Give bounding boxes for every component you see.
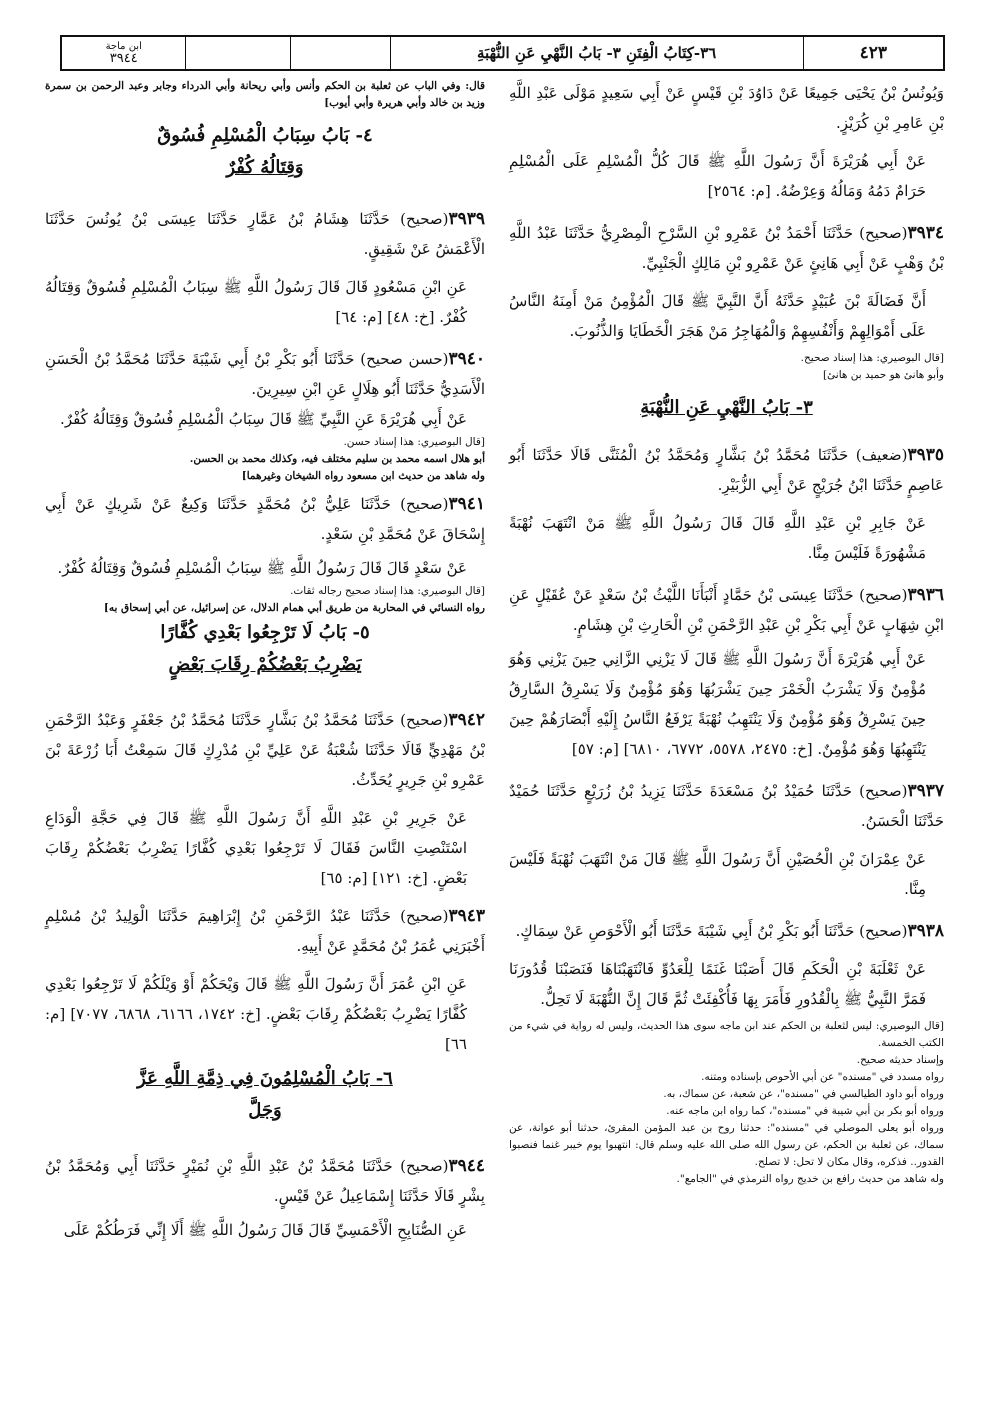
right-column	[509, 78, 944, 1188]
footnote: ورواه أبو داود الطيالسي في "مسنده"، عن شعبة، عن سماك، به.	[663, 1088, 944, 1100]
hadith-isnad: (ضعيف) حَدَّثَنَا مُحَمَّدُ بْنُ بَشَّارٍ وَمُحَمَّدُ بْنُ الْمُثَنَّى قَالَا حَدَّثَنَا أَبُو عَاصِمٍ حَدَّثَنَا ابْنُ جُرَيْجٍ عَنْ أَبِي الزُّبَيْرِ.	[509, 446, 944, 494]
hadith-isnad: (صحيح) حَدَّثَنَا حُمَيْدُ بْنُ مَسْعَدَةَ حَدَّثَنَا يَزِيدُ بْنُ زُرَيْعٍ حَدَّثَنَا حُمَيْدٌ حَدَّثَنَا الْحَسَنُ.	[509, 782, 944, 830]
footnote: ورواه أبو يعلى الموصلي في "مسنده": حدثنا روح بن عبد المؤمن المقرئ، حدثنا أبو عوانة، عن سماك، عن ثعلبة بن الحكم، عن رسول الله صلى الله عليه وسلم قال: انتهبوا يوم خيبر غنما فنصبوا القدور.. فذكره، وقال مكان لا تحل: لا تصلح.	[509, 1122, 944, 1168]
hadith-number: ٣٩٣٤	[907, 223, 944, 243]
hadith-3938	[509, 916, 944, 946]
hadith-3934	[509, 218, 944, 278]
footnote: [قال البوصيري: هذا إسناد صحيح رجاله ثقات.	[290, 585, 485, 597]
page-header	[60, 35, 945, 71]
hadith-number: ٣٩٤٠	[448, 349, 485, 369]
footnote: [قال البوصيري: هذا إسناد صحيح.	[800, 352, 944, 364]
hadith-3939	[45, 204, 485, 264]
hadith-3941	[45, 489, 485, 549]
chapter-heading: ٥- بَابُ لَا تَرْجِعُوا بَعْدِي كُفَّارًا	[160, 622, 370, 643]
header-reference	[62, 37, 186, 69]
hadith-matn: عَنْ ثَعْلَبَةَ بْنِ الْحَكَمِ قَالَ أَصَبْنَا غَنَمًا لِلْعَدُوِّ فَانْتَهَبْنَاهَا فَنَصَبْنَا قُدُورَنَا فَمَرَّ النَّبِيُّ ﷺ بِالْقُدُورِ فَأَمَرَ بِهَا فَأُكْفِئَتْ ثُمَّ قَالَ إِنَّ النُّهْبَةَ لَا تَحِلُّ.	[509, 960, 926, 1008]
hadith-3944	[45, 1151, 485, 1211]
footnote: [قال البوصيري: هذا إسناد حسن.	[343, 436, 485, 448]
hadith-matn: عَنِ ابْنِ عُمَرَ أَنَّ رَسُولَ اللَّهِ ﷺ قَالَ وَيْحَكُمْ أَوْ وَيْلَكُمْ لَا تَرْجِعُوا بَعْدِي كُفَّارًا يَضْرِبُ بَعْضُكُمْ رِقَابَ بَعْضٍ. [خ: ١٧٤٢، ٦١٦٦، ٦٨٦٨، ٧٠٧٧] [م: ٦٦]	[45, 975, 467, 1053]
header-reference-number: ٣٩٤٤	[109, 51, 138, 66]
chapter-heading-continued: وَقِتَالُهُ كُفْرٌ	[226, 157, 304, 178]
header-reference-label: ابن ماجة	[105, 41, 142, 52]
hadith-isnad: (حسن صحيح) حَدَّثَنَا أَبُو بَكْرِ بْنُ أَبِي شَيْبَةَ حَدَّثَنَا مُحَمَّدُ بْنُ الْحَسَنِ الْأَسَدِيُّ حَدَّثَنَا أَبُو هِلَالٍ عَنِ ابْنِ سِيرِينَ.	[45, 350, 485, 398]
hadith-isnad: (صحيح) حَدَّثَنَا عِيسَى بْنُ حَمَّادٍ أَنْبَأَنَا اللَّيْثُ بْنُ سَعْدٍ عَنْ عُقَيْلٍ عَنِ ابْنِ شِهَابٍ عَنْ أَبِي بَكْرِ بْنِ عَبْدِ الرَّحْمَنِ بْنِ الْحَارِثِ بْنِ هِشَامٍ.	[509, 586, 944, 634]
hadith-matn: عَنْ عِمْرَانَ بْنِ الْحُصَيْنِ أَنَّ رَسُولَ اللَّهِ ﷺ قَالَ مَنْ انْتَهَبَ نُهْبَةً فَلَيْسَ مِنَّا.	[509, 850, 926, 898]
chapter-heading: ٣- بَابُ النَّهْيِ عَنِ النُّهْبَةِ	[640, 397, 813, 418]
hadith-3935	[509, 440, 944, 500]
footnote: وله شاهد من حديث ابن مسعود رواه الشيخان وغيرهما]	[241, 470, 485, 482]
footnote: وأبو هانئ هو حميد بن هانئ]	[822, 369, 944, 381]
hadith-number: ٣٩٤٢	[448, 710, 485, 730]
footnote: ورواه أبو بكر بن أبي شيبة في "مسنده"، كما رواه ابن ماجه عنه.	[666, 1105, 944, 1117]
chapter-heading-continued: وَجَلَّ	[248, 1100, 282, 1121]
hadith-matn: عَنِ ابْنِ مَسْعُودٍ قَالَ قَالَ رَسُولُ اللَّهِ ﷺ سِبَابُ الْمُسْلِمِ فُسُوقٌ وَقِتَالُهُ كُفْرٌ. [خ: ٤٨] [م: ٦٤]	[45, 278, 467, 326]
footnote: رواه النسائي في المحاربة من طريق أبي همام الدلال، عن إسرائيل، عن أبي إسحاق به]	[103, 602, 485, 614]
hadith-matn: عَنْ جَابِرِ بْنِ عَبْدِ اللَّهِ قَالَ قَالَ رَسُولُ اللَّهِ ﷺ مَنْ انْتَهَبَ نُهْبَةً مَشْهُورَةً فَلَيْسَ مِنَّا.	[509, 514, 926, 562]
hadith-isnad: (صحيح) حَدَّثَنَا هِشَامُ بْنُ عَمَّارٍ حَدَّثَنَا عِيسَى بْنُ يُونُسَ حَدَّثَنَا الْأَعْمَشُ عَنْ شَقِيقٍ.	[45, 210, 485, 258]
header-empty-cell	[291, 37, 391, 69]
footnote: قال: وفي الباب عن ثعلبة بن الحكم وأنس وأبي ريحانة وأبي الدرداء وجابر وعبد الرحمن بن سمرة وزيد بن خالد وأبي هريرة وأبي أيوب]	[45, 80, 485, 109]
header-chapter-title: ٣٦-كِتَابُ الْفِتَنِ ٣- بَابُ النَّهْيِ عَنِ النُّهْبَةِ	[391, 37, 804, 69]
header-empty-cell	[186, 37, 291, 69]
hadith-number: ٣٩٤٤	[448, 1156, 485, 1176]
left-column	[45, 78, 485, 1245]
hadith-matn: أَنَّ فَضَالَةَ بْنَ عُبَيْدٍ حَدَّثَهُ أَنَّ النَّبِيَّ ﷺ قَالَ الْمُؤْمِنُ مَنْ أَمِنَهُ النَّاسُ عَلَى أَمْوَالِهِمْ وَأَنْفُسِهِمْ وَالْمُهَاجِرُ مَنْ هَجَرَ الْخَطَايَا وَالذُّنُوبَ.	[509, 292, 926, 340]
hadith-isnad: (صحيح) حَدَّثَنَا أَحْمَدُ بْنُ عَمْرِو بْنِ السَّرْحِ الْمِصْرِيُّ حَدَّثَنَا عَبْدُ اللَّهِ بْنُ وَهْبٍ عَنْ أَبِي هَانِئٍ عَنْ عَمْرِو بْنِ مَالِكٍ الْجَنْبِيِّ.	[509, 224, 944, 272]
footnote: رواه مسدد في "مسنده" عن أبي الأحوص بإسناده ومتنه.	[701, 1071, 944, 1083]
hadith-matn: عَنْ سَعْدٍ قَالَ قَالَ رَسُولُ اللَّهِ ﷺ سِبَابُ الْمُسْلِمِ فُسُوقٌ وَقِتَالُهُ كُفْرٌ.	[57, 559, 467, 577]
hadith-3942	[45, 705, 485, 795]
hadith-matn: عَنْ أَبِي هُرَيْرَةَ أَنَّ رَسُولَ اللَّهِ ﷺ قَالَ لَا يَزْنِي الزَّانِي حِينَ يَزْنِي وَهُوَ مُؤْمِنٌ وَلَا يَشْرَبُ الْخَمْرَ حِينَ يَشْرَبُهَا وَهُوَ مُؤْمِنٌ وَلَا يَسْرِقُ السَّارِقُ حِينَ يَسْرِقُ وَهُوَ مُؤْمِنٌ وَلَا يَنْتَهِبُ نُهْبَةً يَرْفَعُ النَّاسُ إِلَيْهِ أَبْصَارَهُمْ حِينَ يَنْتَهِبُهَا وَهُوَ مُؤْمِنٌ. [خ: ٢٤٧٥، ٥٥٧٨، ٦٧٧٢، ٦٨١٠] [م: ٥٧]	[509, 650, 926, 758]
hadith-number: ٣٩٣٥	[907, 445, 944, 465]
hadith-3936	[509, 580, 944, 640]
hadith-3943	[45, 901, 485, 961]
hadith-3940	[45, 344, 485, 404]
hadith-text: عَنْ أَبِي هُرَيْرَةَ أَنَّ رَسُولَ اللَّهِ ﷺ قَالَ كُلُّ الْمُسْلِمِ عَلَى الْمُسْلِمِ حَرَامٌ دَمُهُ وَمَالُهُ وَعِرْضُهُ. [م: ٢٥٦٤]	[509, 152, 926, 200]
hadith-number: ٣٩٣٨	[907, 921, 944, 941]
hadith-isnad: (صحيح) حَدَّثَنَا عَبْدُ الرَّحْمَنِ بْنُ إِبْرَاهِيمَ حَدَّثَنَا الْوَلِيدُ بْنُ مُسْلِمٍ أَخْبَرَنِي عُمَرُ بْنُ مُحَمَّدٍ عَنْ أَبِيهِ.	[45, 907, 485, 955]
hadith-matn: عَنِ الصُّنَابِحِ الْأَحْمَسِيِّ قَالَ قَالَ رَسُولُ اللَّهِ ﷺ أَلَا إِنِّي فَرَطُكُمْ عَلَى	[63, 1221, 467, 1239]
footnote: أبو هلال اسمه محمد بن سليم مختلف فيه، وكذلك محمد بن الحسن.	[189, 453, 485, 465]
hadith-isnad: (صحيح) حَدَّثَنَا أَبُو بَكْرِ بْنُ أَبِي شَيْبَةَ حَدَّثَنَا أَبُو الْأَحْوَصِ عَنْ سِمَاكٍ.	[515, 922, 908, 940]
hadith-matn: عَنْ أَبِي هُرَيْرَةَ عَنِ النَّبِيِّ ﷺ قَالَ سِبَابُ الْمُسْلِمِ فُسُوقٌ وَقِتَالُهُ كُفْرٌ.	[60, 410, 467, 428]
footnote: وإسناد حديثه صحيح.	[856, 1054, 944, 1066]
chapter-heading-continued: يَضْرِبُ بَعْضُكُمْ رِقَابَ بَعْضٍ	[168, 654, 362, 675]
hadith-isnad: (صحيح) حَدَّثَنَا عَلِيُّ بْنُ مُحَمَّدٍ حَدَّثَنَا وَكِيعٌ عَنْ شَرِيكٍ عَنْ أَبِي إِسْحَاقَ عَنْ مُحَمَّدِ بْنِ سَعْدٍ.	[45, 495, 485, 543]
hadith-matn: عَنْ جَرِيرِ بْنِ عَبْدِ اللَّهِ أَنَّ رَسُولَ اللَّهِ ﷺ قَالَ فِي حَجَّةِ الْوَدَاعِ اسْتَنْصِتِ النَّاسَ فَقَالَ لَا تَرْجِعُوا بَعْدِي كُفَّارًا يَضْرِبُ بَعْضُكُمْ رِقَابَ بَعْضٍ. [خ: ١٢١] [م: ٦٥]	[45, 809, 467, 887]
hadith-3937	[509, 776, 944, 836]
hadith-text: وَيُونُسُ بْنُ يَحْيَى جَمِيعًا عَنْ دَاوُدَ بْنِ قَيْسٍ عَنْ أَبِي سَعِيدٍ مَوْلَى عَبْدِ اللَّهِ بْنِ عَامِرِ بْنِ كُرَيْزٍ.	[509, 84, 944, 132]
hadith-isnad: (صحيح) حَدَّثَنَا مُحَمَّدُ بْنُ بَشَّارٍ حَدَّثَنَا مُحَمَّدُ بْنُ جَعْفَرٍ وَعَبْدُ الرَّحْمَنِ بْنُ مَهْدِيٍّ قَالَا حَدَّثَنَا شُعْبَةُ عَنْ عَلِيِّ بْنِ مُدْرِكٍ قَالَ سَمِعْتُ أَبَا زُرْعَةَ بْنَ عَمْرِو بْنِ جَرِيرٍ يُحَدِّثُ.	[45, 711, 485, 789]
chapter-heading: ٦- بَابُ الْمُسْلِمُونَ فِي ذِمَّةِ اللَّهِ عَزَّ	[137, 1068, 393, 1089]
hadith-number: ٣٩٤١	[448, 494, 485, 514]
hadith-number: ٣٩٣٦	[907, 585, 944, 605]
hadith-number: ٣٩٣٧	[907, 781, 944, 801]
header-page-number: ٤٢٣	[859, 43, 888, 63]
hadith-number: ٣٩٣٩	[448, 209, 485, 229]
hadith-isnad: (صحيح) حَدَّثَنَا مُحَمَّدُ بْنُ عَبْدِ اللَّهِ بْنِ نُمَيْرٍ حَدَّثَنَا أَبِي وَمُحَمَّدُ بْنُ بِشْرٍ قَالَا حَدَّثَنَا إِسْمَاعِيلُ عَنْ قَيْسٍ.	[45, 1157, 485, 1205]
footnote: [قال البوصيري: ليس لثعلبة بن الحكم عند ابن ماجه سوى هذا الحديث، وليس له رواية في شيء من الكتب الخمسة.	[509, 1020, 944, 1049]
hadith-number: ٣٩٤٣	[448, 906, 485, 926]
chapter-heading: ٤- بَابُ سِبَابُ الْمُسْلِمِ فُسُوقٌ	[157, 125, 373, 146]
footnote: وله شاهد من حديث رافع بن خديج رواه الترمذي في "الجامع".	[676, 1173, 944, 1185]
